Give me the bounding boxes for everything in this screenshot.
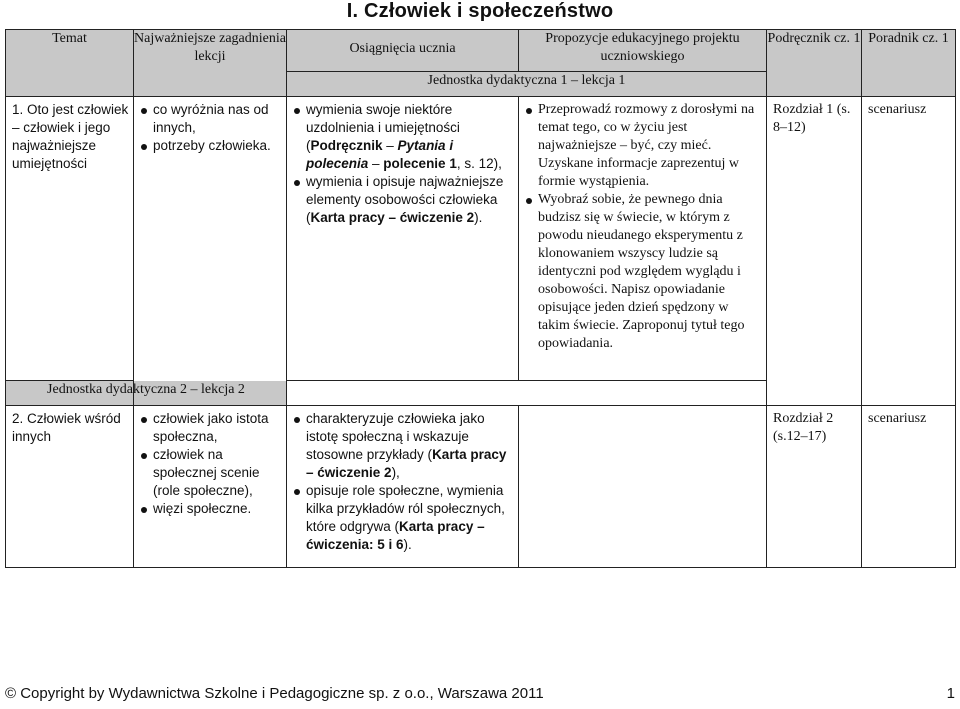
copyright-text: © Copyright by Wydawnictwa Szkolne i Pedagogiczne sp. z o.o., Warszawa 2011	[5, 685, 544, 702]
unit2-osiagniecia-cell	[287, 406, 519, 568]
list-item: człowiek na społecznej scenie (role społeczne),	[140, 446, 282, 500]
list-item: człowiek jako istota społeczna,	[140, 410, 282, 446]
header-podrecznik: Podręcznik cz. 1	[767, 30, 862, 97]
header-zagadnienia: Najważniejsze zagadnienia lekcji	[134, 30, 287, 97]
unit1-podrecznik-cell	[767, 97, 862, 406]
header-propozycje: Propozycje edukacyjnego projektu uczniowskiego	[519, 30, 767, 72]
unit2-poradnik-cell	[862, 406, 956, 568]
page-title: I. Człowiek i społeczeństwo	[346, 0, 614, 22]
list-item: Wyobraź sobie, że pewnego dnia budzisz się w świecie, w którym z powodu nieudanego eksperymentu z klonowaniem wszyscy ludzie są identyczni pod względem wyglądu i osobowości. Napisz opowiadanie opisujące jeden dzień spędzony w takim świecie. Zaproponuj tytuł tego opowiadania.	[525, 191, 762, 353]
unit2-temat: 2. Człowiek wśród innych	[12, 411, 121, 444]
list-item: wymienia swoje niektóre uzdolnienia i umiejętności (Podręcznik – Pytania i polecenia – polecenie 1, s. 12),	[293, 101, 514, 173]
list-item: charakteryzuje człowieka jako istotę społeczną i wskazuje stosowne przykłady (Karta pracy – ćwiczenie 2),	[293, 410, 514, 482]
unit2-podrecznik-cell	[767, 406, 862, 568]
unit1-poradnik: scenariusz	[868, 102, 927, 117]
unit2-podrecznik: Rozdział 2 (s.12–17)	[773, 411, 834, 444]
unit-label-1: Jednostka dydaktyczna 1 – lekcja 1	[287, 72, 767, 97]
unit-label-2: Jednostka dydaktyczna 2 – lekcja 2	[6, 381, 287, 406]
unit1-temat-cell	[6, 97, 134, 381]
header-poradnik: Poradnik cz. 1	[862, 30, 956, 97]
unit1-propozycje-list	[525, 101, 762, 353]
unit1-osiagniecia-cell	[287, 97, 519, 381]
unit1-zagadnienia-list	[140, 101, 282, 155]
unit2-zagadnienia-cell	[134, 406, 287, 568]
page-footer	[5, 683, 955, 705]
unit2-osiagniecia-list	[293, 410, 514, 554]
unit1-poradnik-cell	[862, 97, 956, 406]
unit2-zagadnienia-list	[140, 410, 282, 518]
list-item: Przeprowadź rozmowy z dorosłymi na temat tego, co w życiu jest najważniejsze – być, czy mieć. Uzyskane informacje zaprezentuj w formie wystąpienia.	[525, 101, 762, 191]
list-item: co wyróżnia nas od innych,	[140, 101, 282, 137]
header-temat: Temat	[6, 30, 134, 97]
list-item: więzi społeczne.	[140, 500, 282, 518]
list-item: potrzeby człowieka.	[140, 137, 282, 155]
unit2-poradnik: scenariusz	[868, 411, 927, 426]
unit1-zagadnienia-cell	[134, 97, 287, 406]
list-item: wymienia i opisuje najważniejsze elementy osobowości człowieka (Karta pracy – ćwiczenie 2).	[293, 173, 514, 227]
unit2-propozycje-cell	[519, 406, 767, 568]
list-item: opisuje role społeczne, wymienia kilka przykładów ról społecznych, które odgrywa (Karta pracy – ćwiczenia: 5 i 6).	[293, 482, 514, 554]
curriculum-table	[5, 29, 956, 568]
unit1-propozycje-cell	[519, 97, 767, 381]
header-osiagniecia: Osiągnięcia ucznia	[287, 30, 519, 72]
unit1-temat: 1. Oto jest człowiek – człowiek i jego najważniejsze umiejętności	[12, 102, 129, 171]
unit2-temat-cell	[6, 406, 134, 568]
unit1-podrecznik: Rozdział 1 (s. 8–12)	[773, 102, 851, 135]
unit1-osiagniecia-list	[293, 101, 514, 227]
page-number: 1	[946, 685, 955, 702]
